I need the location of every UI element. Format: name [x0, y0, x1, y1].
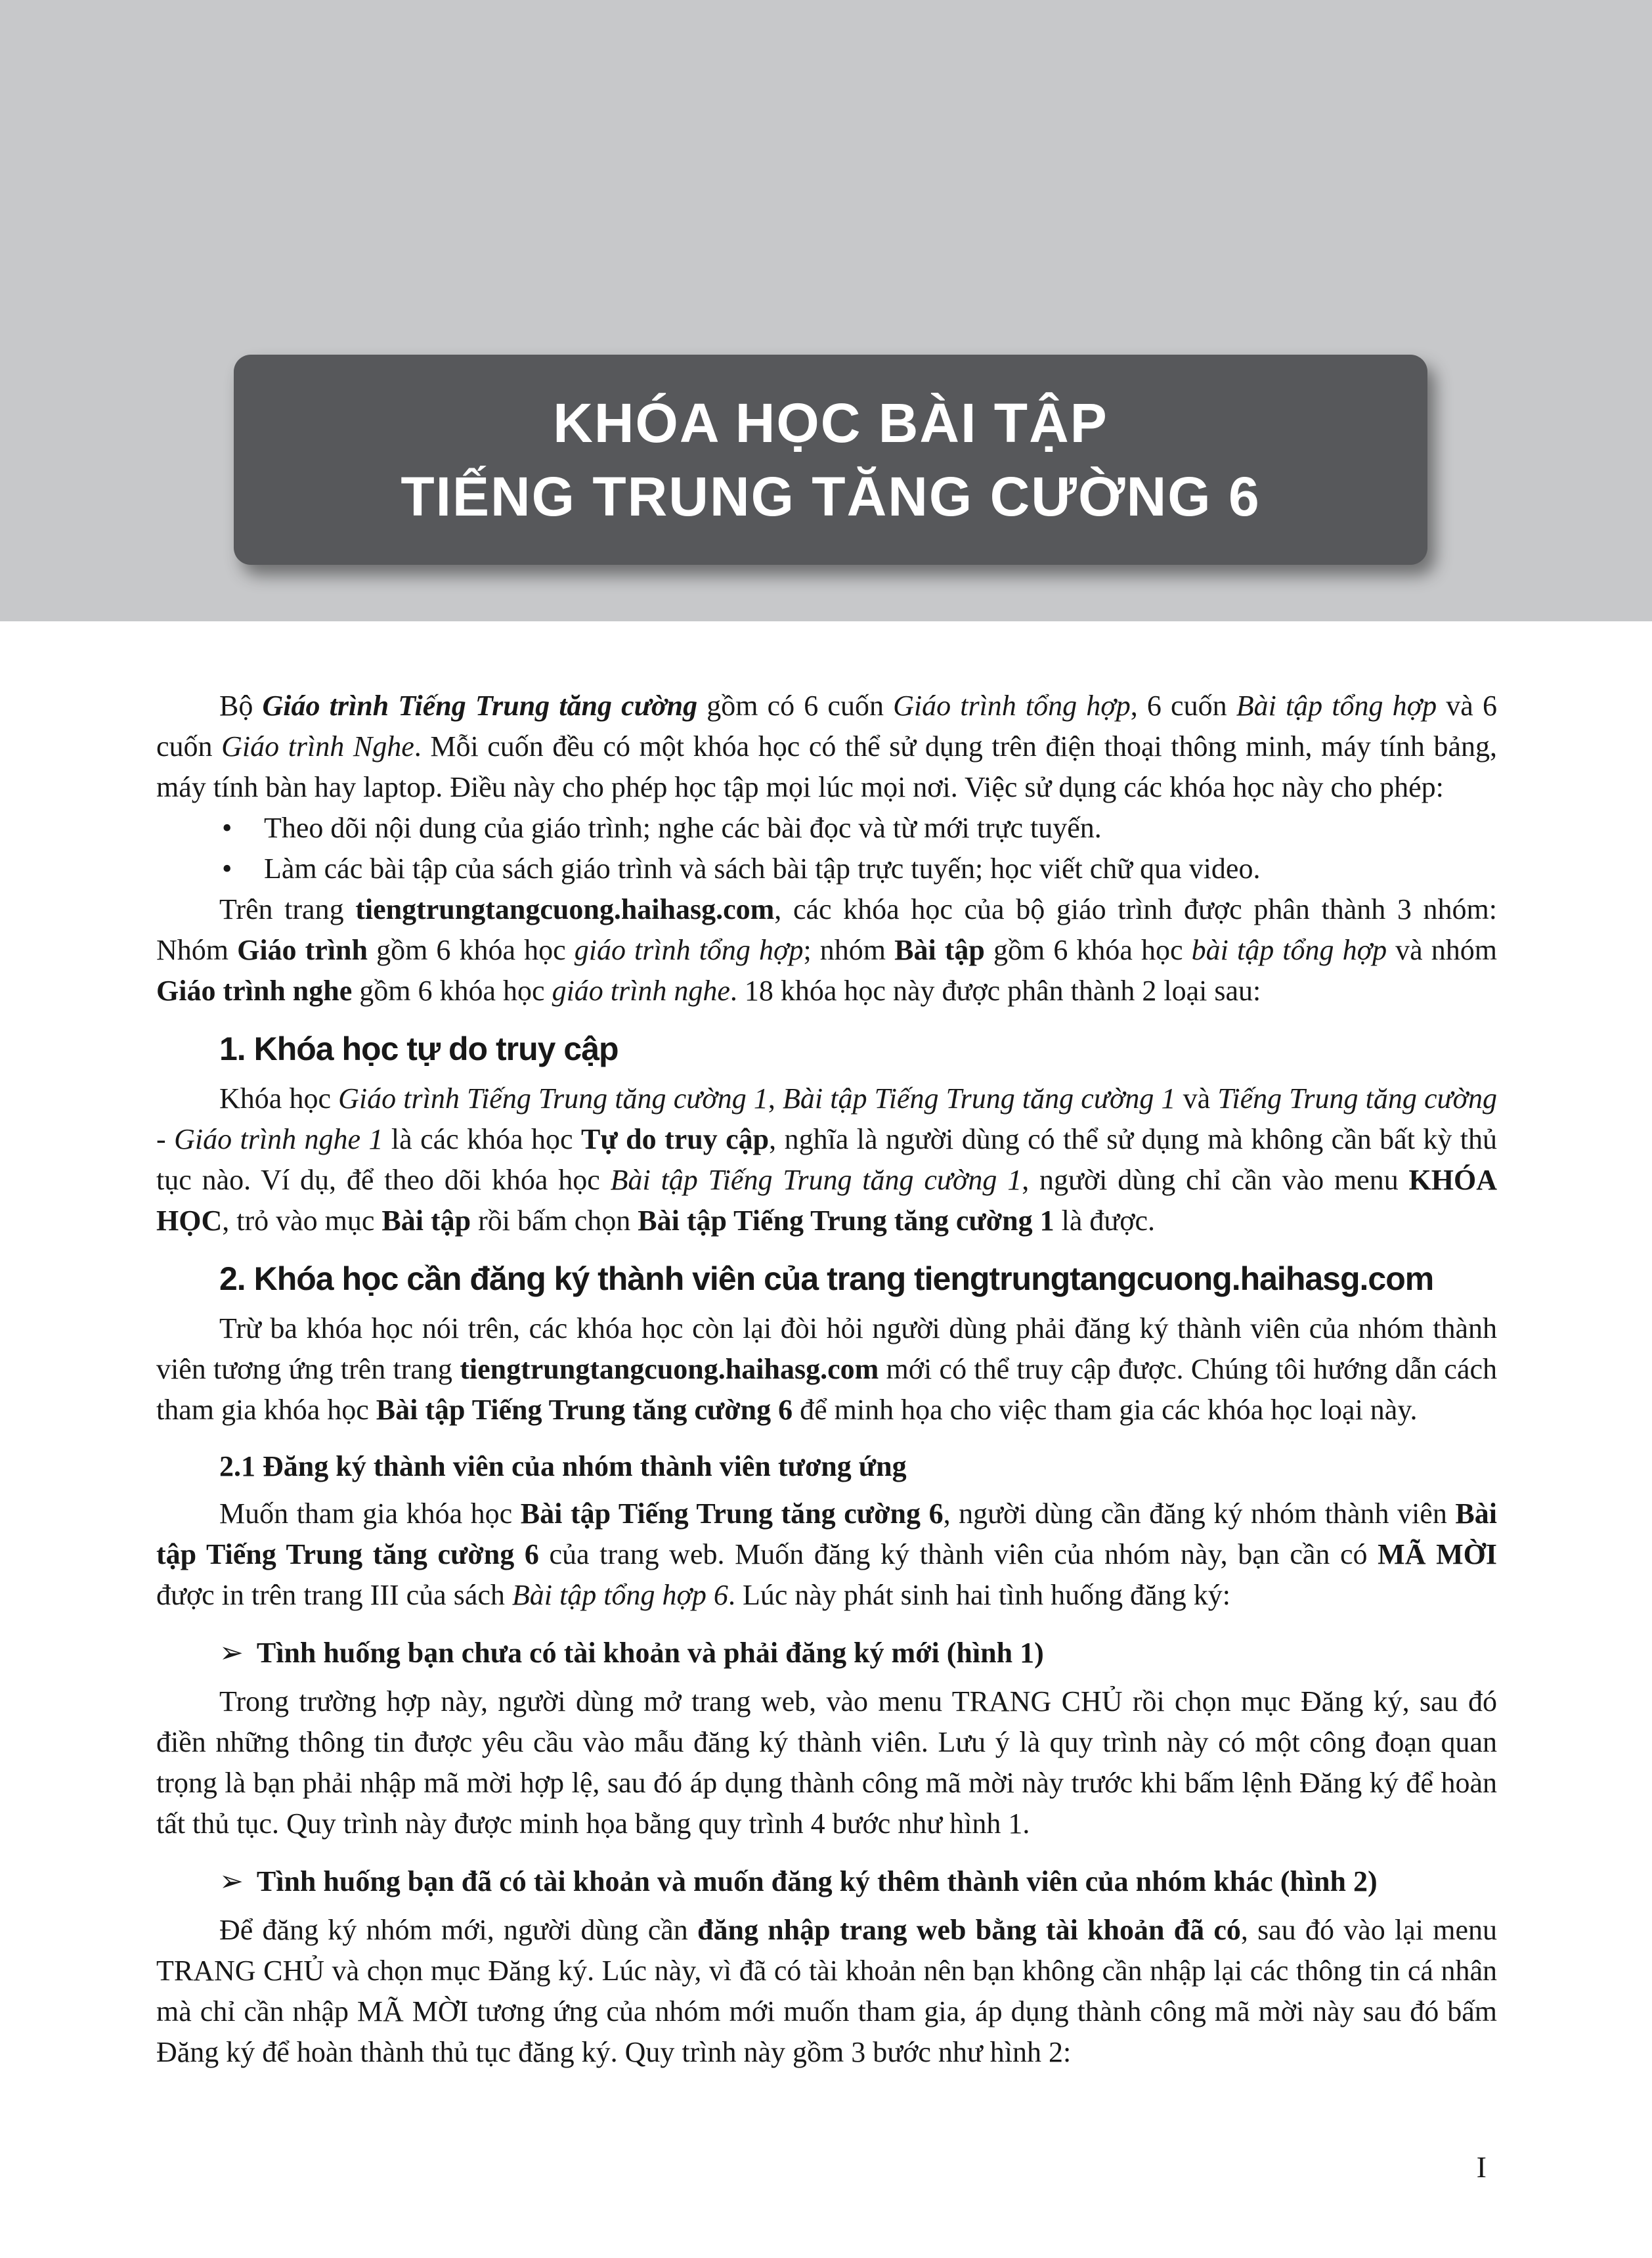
text-run: tiengtrungtangcuong.haihasg.com [460, 1353, 879, 1385]
text-run: Giáo trình tổng hợp [893, 690, 1131, 722]
paragraph [156, 1308, 1497, 1430]
paragraph [156, 1494, 1497, 1616]
text-run: rồi bấm chọn [471, 1205, 638, 1237]
text-run: để minh họa cho việc tham gia các khóa học loại này. [793, 1394, 1418, 1426]
text-run: . Lúc này phát sinh hai tình huống đăng ký: [728, 1579, 1230, 1611]
text-run: Bài tập tổng hợp 6 [511, 1579, 728, 1611]
text-run: Giáo trình [237, 934, 368, 966]
text-run: gồm 6 khóa học [984, 934, 1192, 966]
text-run: ; nhóm [803, 934, 895, 966]
text-run: của trang web. Muốn đăng ký thành viên của nhóm này, bạn cần có [538, 1538, 1378, 1570]
text-run: Khóa học [219, 1082, 339, 1115]
text-run: Giáo trình nghe [156, 975, 353, 1007]
sub-heading: 2.1 Đăng ký thành viên của nhóm thành viên tương ứng [219, 1450, 907, 1482]
text-run: Giáo trình Tiếng Trung tăng cường [262, 690, 698, 722]
text-run: Giáo trình Tiếng Trung tăng cường 1 [338, 1082, 768, 1115]
paragraph [156, 686, 1497, 808]
arrow-heading-text: Tình huống bạn đã có tài khoản và muốn đăng ký thêm thành viên của nhóm khác (hình 2) [256, 1865, 1378, 1897]
text-run: . Mỗi cuốn đều có một khóa học có thể sử dụng trên điện thoại thông minh, máy tính bảng, máy tính bàn hay laptop. Điều này cho phép học tập mọi lúc mọi nơi. Việc sử dụng các khóa học này cho phép: [156, 730, 1498, 803]
paragraph [156, 889, 1497, 1011]
arrow-heading [219, 1633, 1497, 1673]
text-run: gồm có 6 cuốn [697, 690, 894, 722]
text-run: Bài tập Tiếng Trung tăng cường 6 [376, 1394, 793, 1426]
text-run: Trên trang [219, 893, 356, 925]
text-run: gồm 6 khóa học [352, 975, 552, 1007]
arrow-icon: ➢ [219, 1865, 244, 1898]
text-run: Giáo trình Nghe [221, 730, 414, 763]
text-run: giáo trình tổng hợp [574, 934, 804, 966]
text-run: Bài tập [894, 934, 985, 966]
text-run: , người dùng cần đăng ký nhóm thành viên [943, 1497, 1456, 1530]
bullet-icon: • [222, 812, 232, 844]
title-box [234, 355, 1427, 565]
paragraph [156, 1910, 1497, 2073]
text-run: , [768, 1082, 783, 1115]
text-run: đăng nhập trang web bằng tài khoản đã có [697, 1914, 1241, 1946]
text-run: , 6 cuốn [1130, 690, 1236, 722]
bullet-text [264, 849, 1497, 889]
text-run: , các khóa học của bộ giáo trình được phân thành 3 nhóm: Nhóm [156, 893, 1498, 966]
page-number: I [1476, 2150, 1487, 2184]
section-heading: 2. Khóa học cần đăng ký thành viên của trang tiengtrungtangcuong.haihasg.com [219, 1260, 1434, 1297]
text-run: Bài tập [381, 1205, 471, 1237]
text-run: Bài tập Tiếng Trung tăng cường 1 [783, 1082, 1176, 1115]
text-run: gồm 6 khóa học [367, 934, 575, 966]
title-line-2: TIẾNG TRUNG TĂNG CƯỜNG 6 [401, 466, 1261, 527]
text-run: Bài tập Tiếng Trung tăng cường 1 [638, 1205, 1054, 1237]
text-run: Bài tập Tiếng Trung tăng cường 6 [520, 1497, 944, 1530]
text-run: bài tập tổng hợp [1191, 934, 1387, 966]
text-run: Trừ ba khóa học nói trên, các khóa học còn lại đòi hỏi người dùng phải đăng ký thành viên của nhóm thành viên tương ứng trên trang [156, 1312, 1497, 1385]
bullet-text [264, 808, 1497, 849]
text-run: Bài tập Tiếng Trung tăng cường 6 [156, 1497, 1497, 1570]
text-run: là được. [1054, 1205, 1156, 1237]
text-run: Bài tập tổng hợp [1236, 690, 1437, 722]
text-run: Bài tập Tiếng Trung tăng cường 1 [610, 1164, 1022, 1196]
text-run: Bộ [219, 690, 263, 722]
text-run: mới có thể truy cập được. Chúng tôi hướng dẫn cách tham gia khóa học [156, 1353, 1498, 1426]
text-run: , người dùng chỉ cần vào menu [1022, 1164, 1409, 1196]
arrow-heading-text: Tình huống bạn chưa có tài khoản và phải đăng ký mới (hình 1) [256, 1637, 1044, 1669]
text-run: , trỏ vào mục [222, 1205, 382, 1237]
text-run: và 6 cuốn [156, 690, 1497, 763]
text-run: KHÓA HỌC [156, 1164, 1497, 1237]
arrow-heading [219, 1861, 1497, 1902]
text-run: , nghĩa là người dùng có thể sử dụng mà không cần bất kỳ thủ tục nào. Ví dụ, để theo dõi khóa học [156, 1123, 1497, 1196]
text-run: và nhóm [1387, 934, 1498, 966]
text-run: Tự do truy cập [581, 1123, 770, 1155]
text-run: được in trên trang III của sách [156, 1579, 512, 1611]
text-run: tiengtrungtangcuong.haihasg.com [355, 893, 775, 925]
text-run: giáo trình nghe [552, 975, 730, 1007]
text-run: Để đăng ký nhóm mới, người dùng cần [219, 1914, 698, 1946]
document-body [156, 686, 1497, 2073]
text-run: và [1175, 1082, 1218, 1115]
bullet-icon: • [222, 852, 232, 885]
text-run: Tiếng Trung tăng cường - Giáo trình nghe 1 [156, 1082, 1497, 1155]
text-run: MÃ MỜI [1378, 1538, 1497, 1570]
text-run: Trong trường hợp này, người dùng mở trang web, vào menu TRANG CHỦ rồi chọn mục Đăng ký, sau đó điền những thông tin được yêu cầu vào mẫu đăng ký thành viên. Lưu ý là quy trình này có một công đoạn quan trọng là bạn phải nhập mã mời hợp lệ, sau đó áp dụng thành công mã mời này trước khi bấm lệnh Đăng ký để hoàn tất thủ tục. Quy trình này được minh họa bằng quy trình 4 bước như hình 1. [156, 1685, 1497, 1840]
bullet-item [222, 849, 1497, 889]
text-run: . 18 khóa học này được phân thành 2 loại sau: [729, 975, 1261, 1007]
text-run: , sau đó vào lại menu TRANG CHỦ và chọn mục Đăng ký. Lúc này, vì đã có tài khoản nên bạn không cần nhập lại các thông tin cá nhân mà chỉ cần nhập MÃ MỜI tương ứng của nhóm mới muốn tham gia, áp dụng thành công mã mời này sau đó bấm Đăng ký để hoàn thành thủ tục đăng ký. Quy trình này gồm 3 bước như hình 2: [156, 1914, 1497, 2068]
section-heading: 1. Khóa học tự do truy cập [219, 1030, 619, 1067]
paragraph [156, 1681, 1497, 1844]
text-run: Theo dõi nội dung của giáo trình; nghe các bài đọc và từ mới trực tuyến. [264, 812, 1102, 844]
text-run: Làm các bài tập của sách giáo trình và sách bài tập trực tuyến; học viết chữ qua video. [264, 852, 1261, 885]
text-run: Muốn tham gia khóa học [219, 1497, 521, 1530]
text-run: là các khóa học [383, 1123, 581, 1155]
bullet-item [222, 808, 1497, 849]
paragraph [156, 1078, 1497, 1241]
arrow-icon: ➢ [219, 1636, 244, 1670]
title-line-1: KHÓA HỌC BÀI TẬP [553, 392, 1108, 454]
